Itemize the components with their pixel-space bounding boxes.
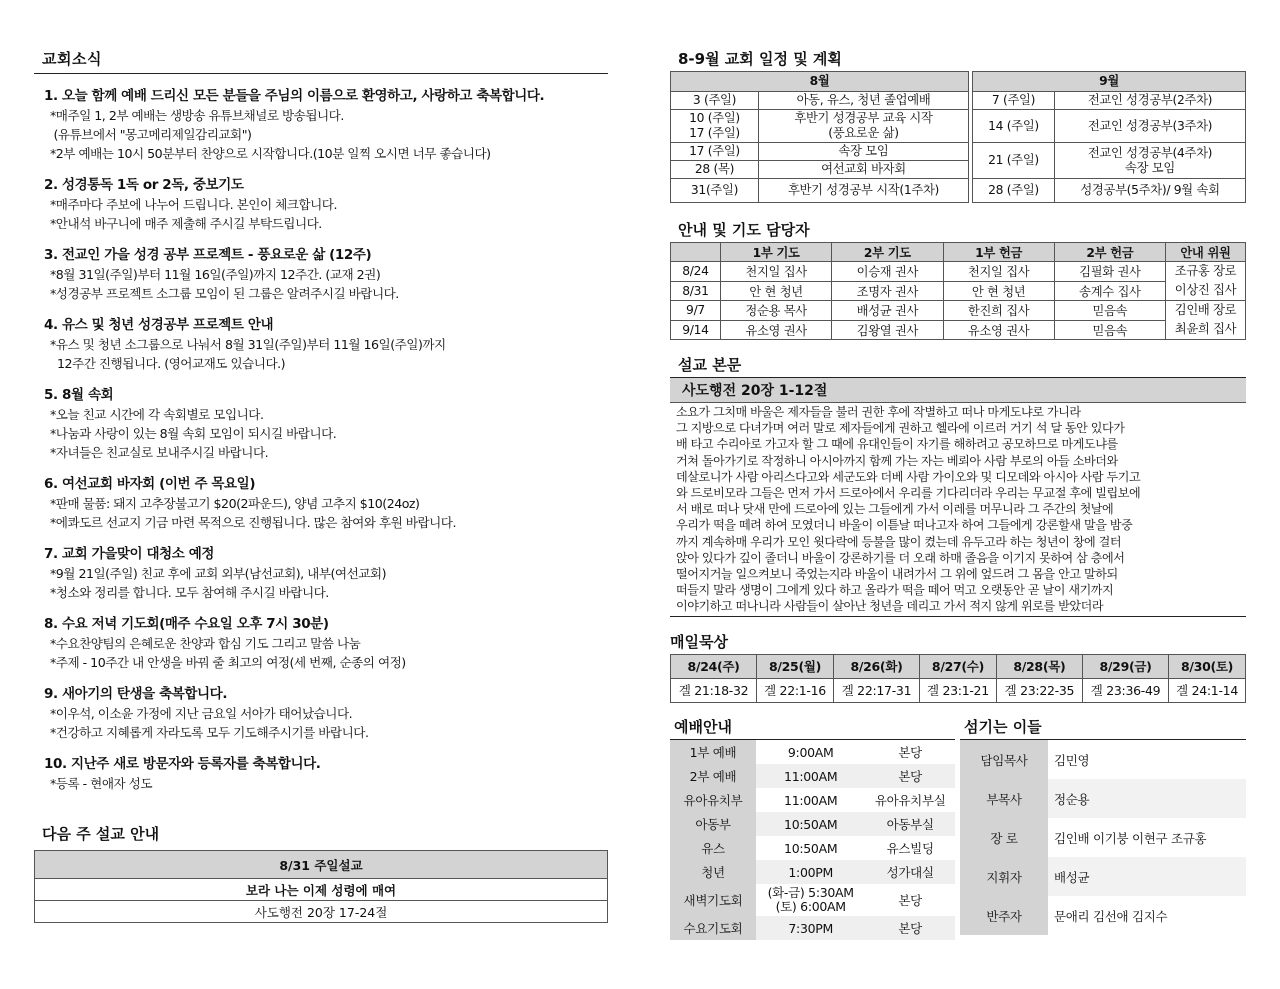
daily-reading: 겔 23:22-35 [996,678,1082,702]
cal-aug-date: 17 (주일) [671,143,759,161]
duty-cell: 유소영 권사 [721,320,832,340]
cal-sep-date: 14 (주일) [973,110,1055,143]
service-time: 11:00AM [756,788,865,812]
cal-sep-event: 전교인 성경공부(3주차) [1055,110,1246,143]
service-title: 예배안내 [670,716,955,740]
news-heading: 9. 새아기의 탄생을 축복합니다. [44,686,228,702]
staff-table [960,740,1246,935]
service-table [670,740,955,940]
service-name: 유아유치부 [670,788,756,812]
news-item [44,544,608,602]
service-row [670,884,955,916]
daily-date: 8/25(월) [757,654,834,678]
news-line: *안내석 바구니에 매주 제출해 주시길 부탁드립니다. [50,216,322,231]
news-line: *성경공부 프로젝트 소그룹 모임이 된 그룹은 알려주시길 바랍니다. [50,286,399,301]
service-time: 1:00PM [756,860,865,884]
duty-header: 1부 기도 [721,243,832,262]
duty-cell: 한진희 집사 [943,301,1054,321]
service-name: 아동부 [670,812,756,836]
news-heading: 5. 8월 속회 [44,387,114,403]
news-line: *청소와 정리를 합니다. 모두 참여해 주시길 바랍니다. [50,585,329,600]
staff-row [960,779,1246,818]
daily-date: 8/26(화) [833,654,919,678]
news-line: *9월 21일(주일) 친교 후에 교회 외부(남선교회), 내부(여선교회) [50,566,386,581]
sermon-line: 거쳐 돌아가기로 작정하니 아시아까지 함께 가는 자는 베뢰아 사람 부로의 아들 소바더와 [676,453,1118,468]
duty-guide-cell: 조규홍 장로 이상진 집사 [1166,262,1246,301]
next-sermon-header: 8/31 주일설교 [35,851,608,879]
next-sermon-name: 보라 나는 이제 성령에 매여 [35,879,608,901]
cal-aug-date: 3 (주일) [671,92,759,110]
calendar-table [670,71,1246,203]
service-name: 유스 [670,836,756,860]
sermon-line: 서 배로 떠나 닷새 만에 드로아에 있는 그들에게 가서 이레를 머무니라 그 주간의 첫날에 [676,502,1114,517]
staff-names: 김인배 이기붕 이현구 조규홍 [1054,830,1207,846]
duty-cell: 김필화 권사 [1054,262,1165,282]
duty-cell: 송계수 집사 [1054,281,1165,301]
service-row [670,916,955,940]
duty-table [670,242,1246,340]
duty-guide-cell: 김인배 장로 최윤희 집사 [1166,301,1246,340]
service-name: 청년 [670,860,756,884]
duty-cell: 9/7 [671,301,721,321]
news-line: *이우석, 이소윤 가정에 지난 금요일 서아가 태어났습니다. [50,706,353,721]
cal-sep-date: 28 (주일) [973,179,1055,203]
news-item [44,315,608,373]
news-line: (유튜브에서 "몽고메리제일감리교회") [50,127,252,142]
sermon-line: 까지 계속하매 우리가 모인 윗다락에 등불을 많이 켰는데 유두고라 하는 청년이 창에 걸터 [676,534,1122,549]
news-item [44,175,608,233]
calendar-month-sep: 9월 [973,72,1246,92]
sermon-scripture: 사도행전 20장 1-12절 [670,377,1246,403]
news-heading: 3. 전교인 가을 성경 공부 프로젝트 - 풍요로운 삶 (12주) [44,247,372,263]
duty-cell: 김왕열 권사 [832,320,943,340]
service-row [670,812,955,836]
news-item [44,684,608,742]
daily-date: 8/29(금) [1082,654,1168,678]
service-row [670,764,955,788]
news-line: 12주간 진행됩니다. (영어교재도 있습니다.) [50,356,286,371]
service-place: 아동부실 [865,812,955,836]
news-item [44,385,608,462]
service-time: 10:50AM [756,836,865,860]
news-heading: 8. 수요 저녁 기도회(매주 수요일 오후 7시 30분) [44,616,329,632]
staff-names: 김민영 [1054,752,1090,768]
service-place: 성가대실 [865,860,955,884]
news-item [44,614,608,672]
daily-reading: 겔 22:17-31 [833,678,919,702]
next-sermon-scripture: 사도행전 20장 17-24절 [35,901,608,923]
sermon-line: 배 타고 수리아로 가고자 할 그 때에 유대인들이 자기를 해하려고 공모하므로 마게도냐를 [676,437,1118,452]
duty-header: 안내 위원 [1166,243,1246,262]
cal-sep-date: 7 (주일) [973,92,1055,110]
news-heading: 2. 성경통독 1독 or 2독, 중보기도 [44,177,244,193]
sermon-title: 설교 본문 [678,356,742,374]
duty-cell: 정순용 목사 [721,301,832,321]
daily-date: 8/28(목) [996,654,1082,678]
cal-aug-date: 28 (목) [671,161,759,179]
news-heading: 6. 여선교회 바자회 (이번 주 목요일) [44,476,256,492]
duty-cell: 천지일 집사 [943,262,1054,282]
duty-cell: 배성균 권사 [832,301,943,321]
service-place: 본당 [865,764,955,788]
staff-names: 정순용 [1048,779,1246,818]
sermon-line: 앉아 있다가 깊이 졸더니 바울이 강론하기를 더 오래 하매 졸음을 이기지 못하여 삼 층에서 [676,550,1125,565]
sermon-line: 이야기하고 떠나니라 사람들이 살아난 청년을 데리고 가서 적지 않게 위로를 받았더라 [676,599,1104,614]
staff-row [960,896,1246,935]
news-line: *8월 31일(주일)부터 11월 16일(주일)까지 12주간. (교재 2권) [50,267,381,282]
daily-table [670,654,1246,703]
cal-aug-event: 후반기 성경공부 시작(1주차) [759,179,969,203]
news-heading: 1. 오늘 함께 예배 드리신 모든 분들을 주님의 이름으로 환영하고, 사랑하고 축복합니다. [44,88,545,104]
news-line: *오늘 친교 시간에 각 속회별로 모입니다. [50,407,264,422]
news-list [34,86,608,793]
daily-date: 8/30(토) [1169,654,1246,678]
news-line: *등록 - 현애자 성도 [50,776,153,791]
next-sermon-title: 다음 주 설교 안내 [42,825,160,843]
duty-cell: 9/14 [671,320,721,340]
service-time: 7:30PM [756,916,865,940]
staff-role: 지휘자 [960,857,1048,896]
staff-title: 섬기는 이들 [960,716,1246,740]
duty-title: 안내 및 기도 담당자 [678,221,810,239]
duty-header [671,243,721,262]
service-row [670,836,955,860]
service-name: 새벽기도회 [670,884,756,916]
daily-date: 8/24(주) [671,654,757,678]
service-name: 1부 예배 [670,740,756,764]
cal-aug-date: 10 (주일) 17 (주일) [671,110,759,143]
duty-header: 2부 헌금 [1054,243,1165,262]
cal-aug-event: 아동, 유스, 청년 졸업예배 [759,92,969,110]
service-place: 본당 [865,916,955,940]
sermon-line: 우리가 떡을 떼려 하여 모였더니 바울이 이튿날 떠나고자 하여 그들에게 강론할새 말을 밤중 [676,518,1133,533]
daily-reading: 겔 22:1-16 [757,678,834,702]
staff-list [960,716,1246,935]
duty-cell: 천지일 집사 [721,262,832,282]
daily-reading: 겔 24:1-14 [1169,678,1246,702]
daily-date: 8/27(수) [920,654,997,678]
service-guide [670,716,955,940]
duty-cell: 8/24 [671,262,721,282]
staff-role: 반주자 [960,896,1048,935]
news-item [44,754,608,793]
sermon-line: 떠들지 말라 생명이 그에게 있다 하고 올라가 떡을 떼어 먹고 오랫동안 곧 날이 새기까지 [676,583,1114,598]
service-time: 10:50AM [756,812,865,836]
staff-row [960,857,1246,896]
news-line: *에콰도르 선교지 기금 마련 목적으로 진행됩니다. 많은 참여와 후원 바랍니다. [50,515,456,530]
service-place: 유아유치부실 [865,788,955,812]
daily-reading: 겔 21:18-32 [671,678,757,702]
news-line: *매주마다 주보에 나누어 드립니다. 본인이 체크합니다. [50,197,337,212]
church-news-column [34,48,608,923]
service-row [670,860,955,884]
news-line: *2부 예배는 10시 50분부터 찬양으로 시작합니다.(10분 일찍 오시면 너무 좋습니다) [50,146,491,161]
duty-cell: 조명자 권사 [832,281,943,301]
schedule-column [670,48,1246,936]
cal-sep-date: 21 (주일) [973,143,1055,179]
staff-role: 부목사 [960,779,1048,818]
service-name: 2부 예배 [670,764,756,788]
daily-title: 매일묵상 [670,632,728,651]
duty-cell: 안 현 청년 [943,281,1054,301]
staff-names: 배성균 [1048,857,1246,896]
news-line: *판매 물품: 돼지 고추장불고기 $20(2파운드), 양념 고추지 $10(24oz) [50,496,420,511]
service-row [670,740,955,764]
duty-cell: 안 현 청년 [721,281,832,301]
staff-row [960,818,1246,857]
service-time: (화-금) 5:30AM (토) 6:00AM [756,884,865,916]
news-line: *나눔과 사랑이 있는 8월 속회 모임이 되시길 바랍니다. [50,426,337,441]
sermon-line: 소요가 그치매 바울은 제자들을 불러 권한 후에 작별하고 떠나 마게도냐로 가니라 [676,405,1081,419]
service-name: 수요기도회 [670,916,756,940]
staff-row [960,740,1246,779]
duty-cell: 8/31 [671,281,721,301]
service-time: 9:00AM [756,740,865,764]
duty-header: 2부 기도 [832,243,943,262]
news-line: *수요찬양팀의 은혜로운 찬양과 합심 기도 그리고 말씀 나눔 [50,636,361,651]
service-row [670,788,955,812]
duty-cell: 유소영 권사 [943,320,1054,340]
duty-cell: 믿음속 [1054,301,1165,321]
cal-aug-event: 후반기 성경공부 교육 시작 (풍요로운 삶) [759,110,969,143]
news-line: *매주일 1, 2부 예배는 생방송 유튜브채널로 방송됩니다. [50,108,344,123]
news-heading: 10. 지난주 새로 방문자와 등록자를 축복합니다. [44,756,321,772]
calendar-month-aug: 8월 [671,72,969,92]
cal-sep-event: 전교인 성경공부(4주차) 속장 모임 [1055,143,1246,179]
daily-reading: 겔 23:36-49 [1082,678,1168,702]
news-item [44,86,608,163]
cal-aug-event: 속장 모임 [759,143,969,161]
cal-sep-event: 성경공부(5주차)/ 9월 속회 [1055,179,1246,203]
sermon-line: 그 지방으로 다녀가며 여러 말로 제자들에게 권하고 헬라에 이르러 거기 석 달 동안 있다가 [676,421,1125,436]
news-item [44,474,608,532]
service-time: 11:00AM [756,764,865,788]
service-place: 본당 [865,740,955,764]
duty-cell: 이승재 권사 [832,262,943,282]
staff-role: 장 로 [960,818,1048,857]
duty-header: 1부 헌금 [943,243,1054,262]
news-line: *유스 및 청년 소그룹으로 나눠서 8월 31일(주일)부터 11월 16일(주일)까지 [50,337,446,352]
calendar-title: 8-9월 교회 일정 및 계획 [678,50,842,68]
news-line: *자녀들은 친교실로 보내주시길 바랍니다. [50,445,269,460]
staff-role: 담임목사 [960,740,1048,779]
news-title: 교회소식 [34,48,608,74]
news-heading: 4. 유스 및 청년 성경공부 프로젝트 안내 [44,317,274,333]
cal-sep-event: 전교인 성경공부(2주차) [1055,92,1246,110]
cal-aug-event: 여선교회 바자회 [759,161,969,179]
sermon-line: 와 드로비모라 그들은 먼저 가서 드로아에서 우리를 기다리더라 우리는 무교절 후에 빌립보에 [676,486,1141,501]
service-place: 유스빌딩 [865,836,955,860]
news-line: *주제 - 10주간 내 안생을 바꿔 줄 최고의 여정(세 번째, 순종의 여정) [50,655,406,670]
sermon-line: 데살로니가 사람 아리스다고와 세군도와 더베 사람 가이오와 및 디모데와 아시아 사람 두기고 [676,469,1141,484]
news-heading: 7. 교회 가을맞이 대청소 예정 [44,546,214,562]
staff-names: 문애리 김선애 김지수 [1054,908,1168,924]
cal-aug-date: 31(주일) [671,179,759,203]
news-item [44,245,608,303]
service-place: 본당 [865,884,955,916]
next-sermon-table [34,850,608,923]
sermon-text [670,403,1246,617]
news-line: *건강하고 지혜롭게 자라도록 모두 기도해주시기를 바랍니다. [50,725,369,740]
duty-cell: 믿음속 [1054,320,1165,340]
daily-reading: 겔 23:1-21 [920,678,997,702]
sermon-line: 떨어지거늘 일으켜보니 죽었는지라 바울이 내려가서 그 위에 엎드려 그 몸을 안고 말하되 [676,567,1118,582]
